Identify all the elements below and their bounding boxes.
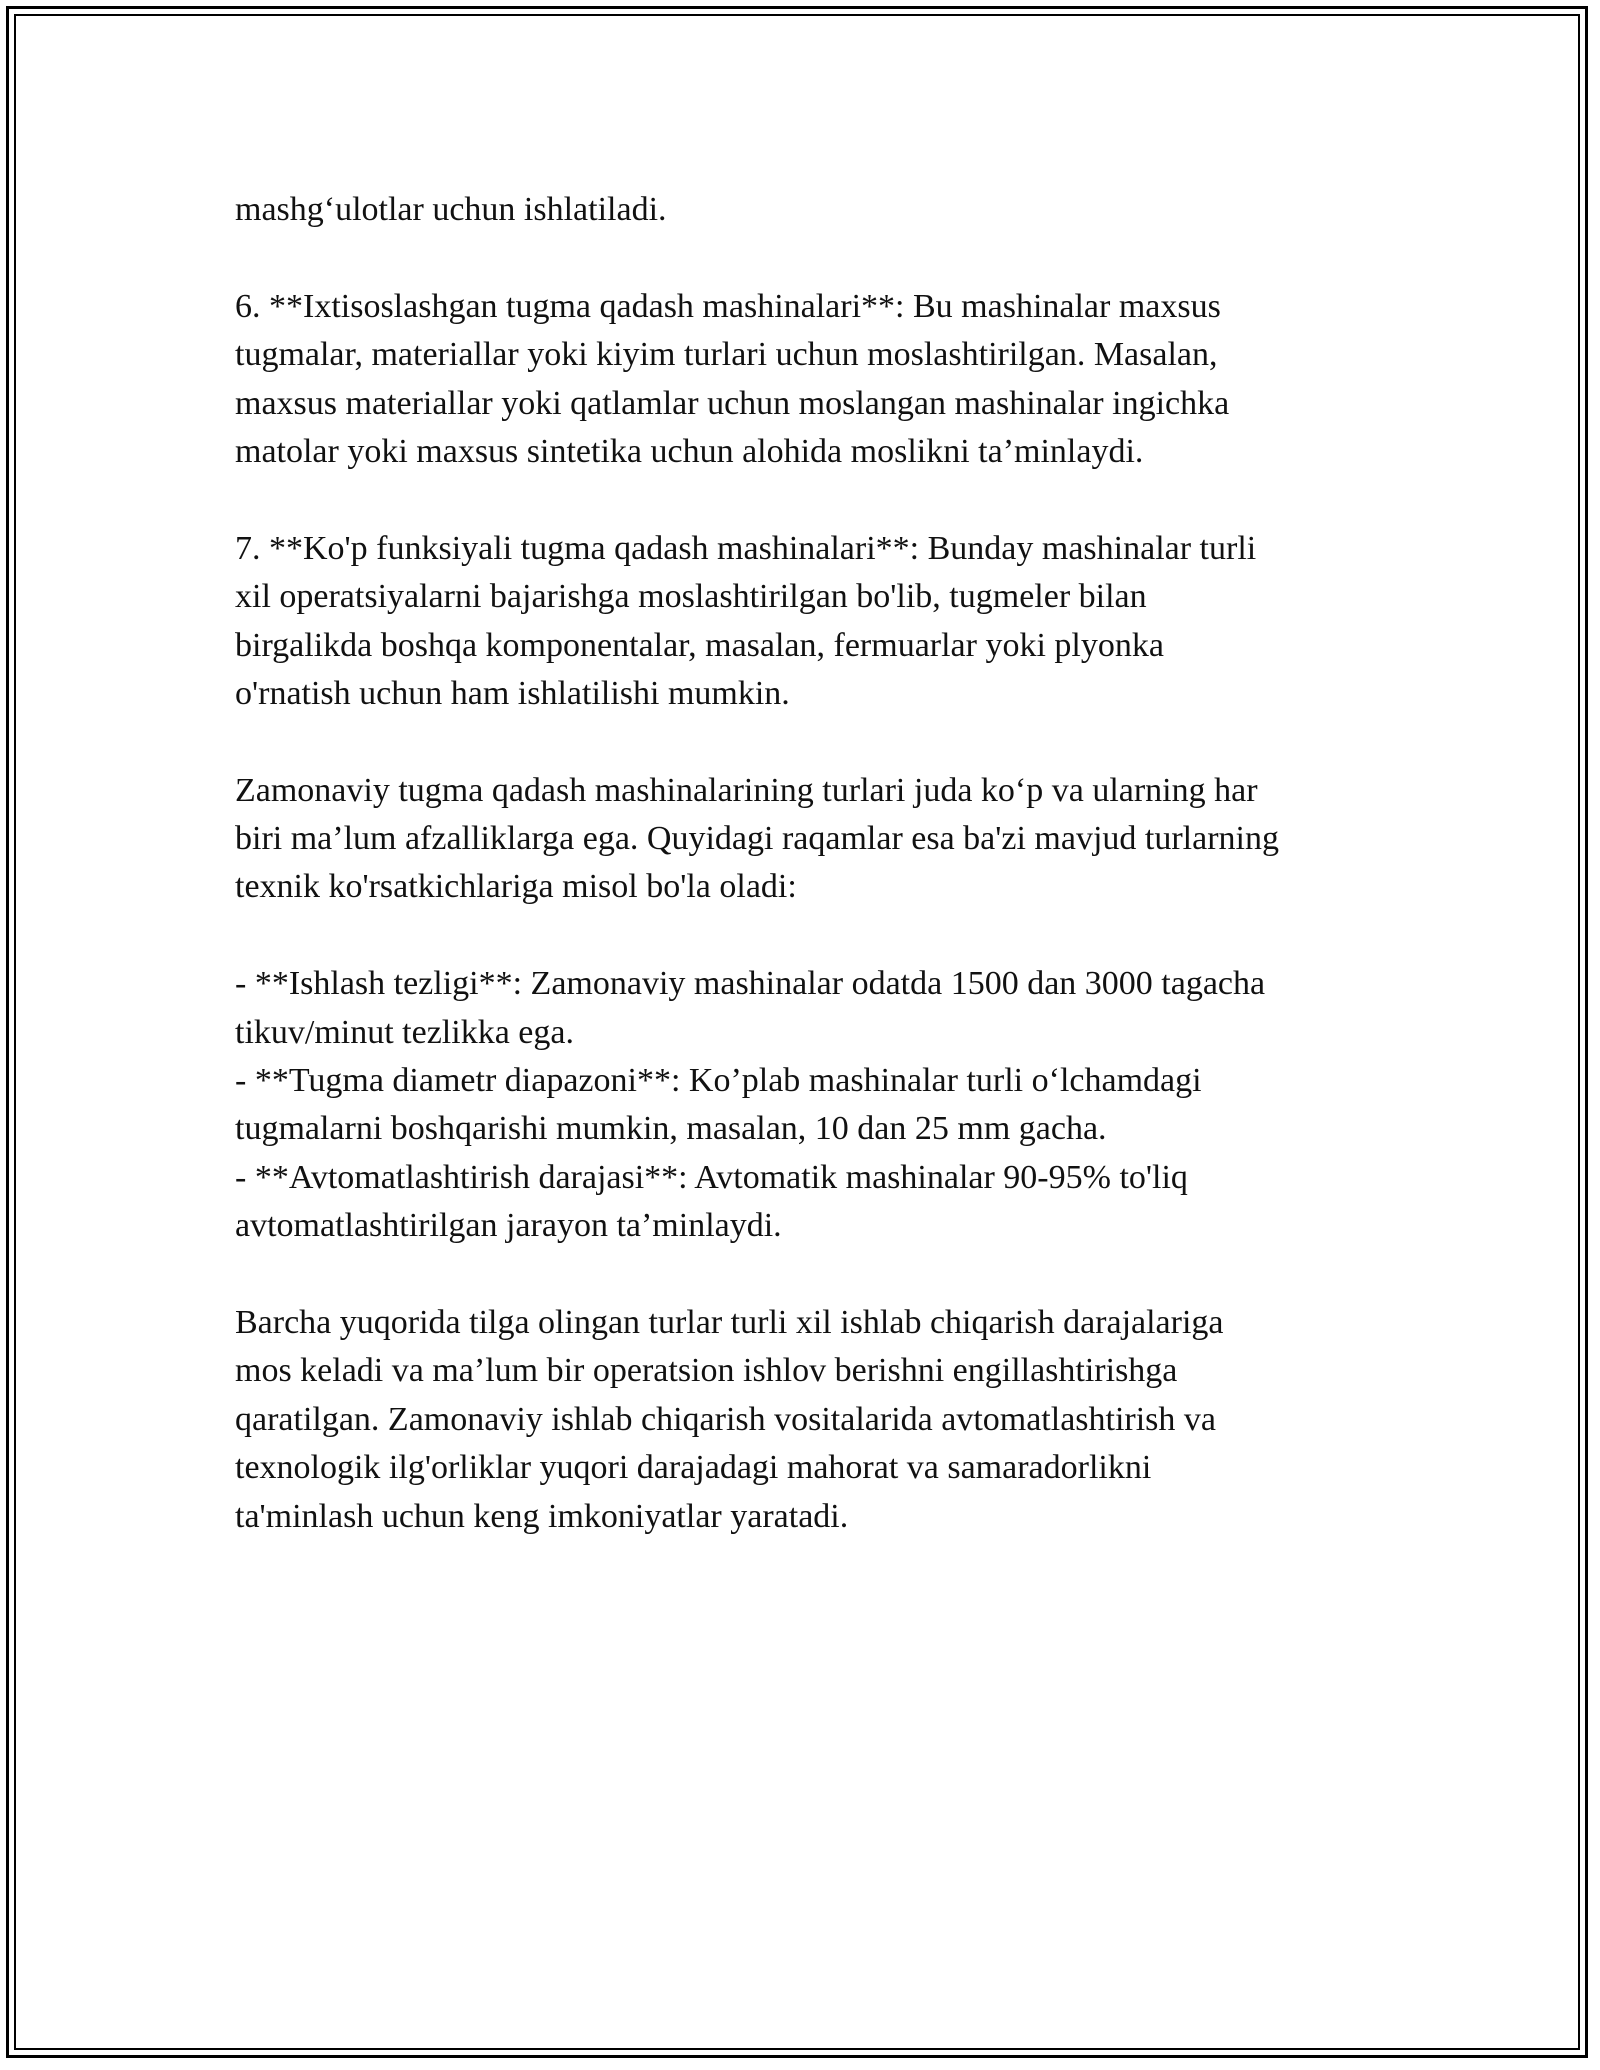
text-line: birgalikda boshqa komponentalar, masalan, fermuarlar yoki plyonka [235,626,1164,664]
text-line: maxsus materiallar yoki qatlamlar uchun moslangan mashinalar ingichka [235,384,1230,422]
paragraph-gap [235,234,1375,282]
paragraph-gap [235,912,1375,960]
text-line: xil operatsiyalarni bajarishga moslashtirilgan bo'lib, tugmeler bilan [235,578,1147,616]
text-line: 7. **Ko'p funksiyali tugma qadash mashinalari**: Bunday mashinalar turli [235,529,1257,567]
paragraph-conclusion [235,1299,1375,1541]
paragraph-item-7 [235,525,1375,719]
text-line: texnologik ilg'orliklar yuqori darajadagi mahorat va samaradorlikni [235,1449,1152,1487]
paragraph-gap [235,1251,1375,1299]
paragraph-gap [235,718,1375,766]
text-line: biri ma’lum afzalliklarga ega. Quyidagi raqamlar esa ba'zi mavjud turlarning [235,820,1279,858]
spec-list [235,960,1375,1250]
list-item-continuation: avtomatlashtirilgan jarayon ta’minlaydi. [235,1207,782,1245]
text-line: mos keladi va ma’lum bir operatsion ishlov berishni engillashtirishga [235,1352,1178,1390]
paragraph-continuation [235,186,1375,234]
list-item: - **Ishlash tezligi**: Zamonaviy mashinalar odatda 1500 dan 3000 tagacha [235,965,1266,1003]
text-line: Zamonaviy tugma qadash mashinalarining turlari juda ko‘p va ularning har [235,771,1258,809]
text-line: 6. **Ixtisoslashgan tugma qadash mashinalari**: Bu mashinalar maxsus [235,287,1221,325]
text-line: ta'minlash uchun keng imkoniyatlar yaratadi. [235,1497,849,1535]
text-line: o'rnatish uchun ham ishlatilishi mumkin. [235,674,790,712]
paragraph-intro-specs [235,767,1375,912]
paragraph-gap [235,476,1375,524]
list-item-continuation: tugmalarni boshqarishi mumkin, masalan, 10 dan 25 mm gacha. [235,1110,1107,1148]
text-line: tugmalar, materiallar yoki kiyim turlari uchun moslashtirilgan. Masalan, [235,336,1218,374]
text-line: Barcha yuqorida tilga olingan turlar turli xil ishlab chiqarish darajalariga [235,1303,1224,1341]
list-item-continuation: tikuv/minut tezlikka ega. [235,1013,574,1051]
list-item: - **Tugma diametr diapazoni**: Ko’plab mashinalar turli o‘lchamdagi [235,1062,1202,1100]
paragraph-item-6 [235,283,1375,477]
list-item: - **Avtomatlashtirish darajasi**: Avtomatik mashinalar 90-95% to'liq [235,1158,1188,1196]
text-line: qaratilgan. Zamonaviy ishlab chiqarish vositalarida avtomatlashtirish va [235,1400,1217,1438]
document-body [235,186,1375,1541]
text-line: matolar yoki maxsus sintetika uchun alohida moslikni ta’minlaydi. [235,432,1144,470]
text-line: texnik ko'rsatkichlariga misol bo'la oladi: [235,868,797,906]
text-line: mashg‘ulotlar uchun ishlatiladi. [235,191,667,228]
